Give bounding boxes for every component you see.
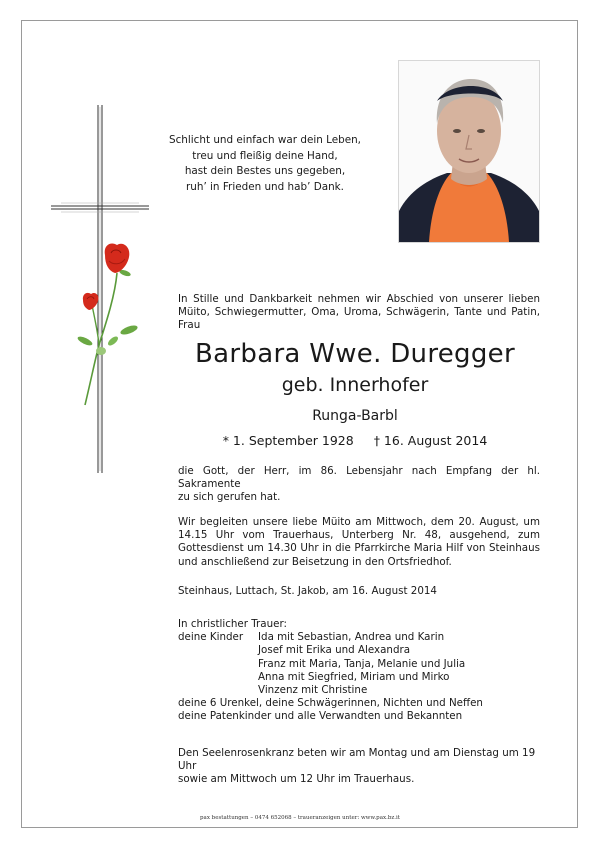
passing-paragraph: [178, 465, 540, 505]
mourners-heading: In christlicher Trauer:: [178, 618, 287, 630]
portrait-illustration: [399, 61, 539, 242]
child-family: Vinzenz mit Christine: [258, 684, 368, 697]
child-family: Anna mit Siegfried, Miriam und Mirko: [258, 670, 450, 683]
child-family: Ida mit Sebastian, Andrea und Karin: [258, 631, 445, 644]
deceased-name: Barbara Wwe. Duregger: [195, 339, 515, 369]
intro-line: In Stille und Dankbarkeit nehmen wir Abschied von unserer lieben: [178, 293, 540, 305]
funeral-line: 14.15 Uhr vom Trauerhaus, Unterberg Nr. 48, ausgehend, zum: [178, 529, 540, 542]
other-mourners: deine Patenkinder und alle Verwandten und Bekannten: [178, 710, 463, 723]
rosary-line: sowie am Mittwoch um 12 Uhr im Trauerhaus.: [178, 773, 415, 786]
rosary-paragraph: [178, 747, 540, 787]
intro-line: Müito, Schwiegermutter, Oma, Uroma, Schwägerin, Tante und Patin,: [178, 306, 540, 319]
intro-paragraph: [178, 293, 540, 333]
poem-line: treu und fleißig deine Hand,: [192, 149, 338, 162]
footer-credit: pax bestattungen – 0474 652068 – traueranzeigen unter: www.pax.bz.it: [200, 815, 400, 821]
funeral-line: Wir begleiten unsere liebe Müito am Mittwoch, dem 20. August, um: [178, 516, 540, 528]
child-family: Josef mit Erika und Alexandra: [258, 644, 411, 657]
passing-line: die Gott, der Herr, im 86. Lebensjahr nach Empfang der hl. Sakramente: [178, 465, 540, 491]
life-dates: [170, 433, 540, 448]
mourners-list: [178, 618, 540, 724]
funeral-line: Gottesdienst um 14.30 Uhr in die Pfarrkirche Maria Hilf von Steinhaus: [178, 542, 540, 555]
portrait-photo: [398, 60, 540, 243]
funeral-paragraph: [178, 516, 540, 569]
cross-with-roses-image: [45, 105, 155, 475]
poem-line: ruh’ in Frieden und hab’ Dank.: [186, 180, 344, 193]
passing-line: zu sich gerufen hat.: [178, 491, 281, 504]
children-label: deine Kinder: [178, 631, 244, 644]
funeral-line: und anschließend zur Beisetzung in den Ortsfriedhof.: [178, 555, 452, 568]
child-family: Franz mit Maria, Tanja, Melanie und Julia: [258, 657, 466, 670]
death-date: † 16. August 2014: [373, 433, 488, 448]
intro-line: Frau: [178, 319, 201, 332]
birth-date: * 1. September 1928: [222, 433, 354, 448]
deceased-nickname: Runga-Barbl: [312, 408, 398, 424]
poem-line: Schlicht und einfach war dein Leben,: [169, 134, 361, 146]
rosary-line: Den Seelenrosenkranz beten wir am Montag und am Dienstag um 19 Uhr: [178, 747, 536, 773]
other-mourners: deine 6 Urenkel, deine Schwägerinnen, Nichten und Neffen: [178, 697, 483, 710]
deceased-birth-name: geb. Innerhofer: [281, 374, 429, 396]
poem: [150, 133, 380, 195]
place-date: Steinhaus, Luttach, St. Jakob, am 16. August 2014: [178, 585, 437, 597]
poem-line: hast dein Bestes uns gegeben,: [184, 165, 346, 177]
